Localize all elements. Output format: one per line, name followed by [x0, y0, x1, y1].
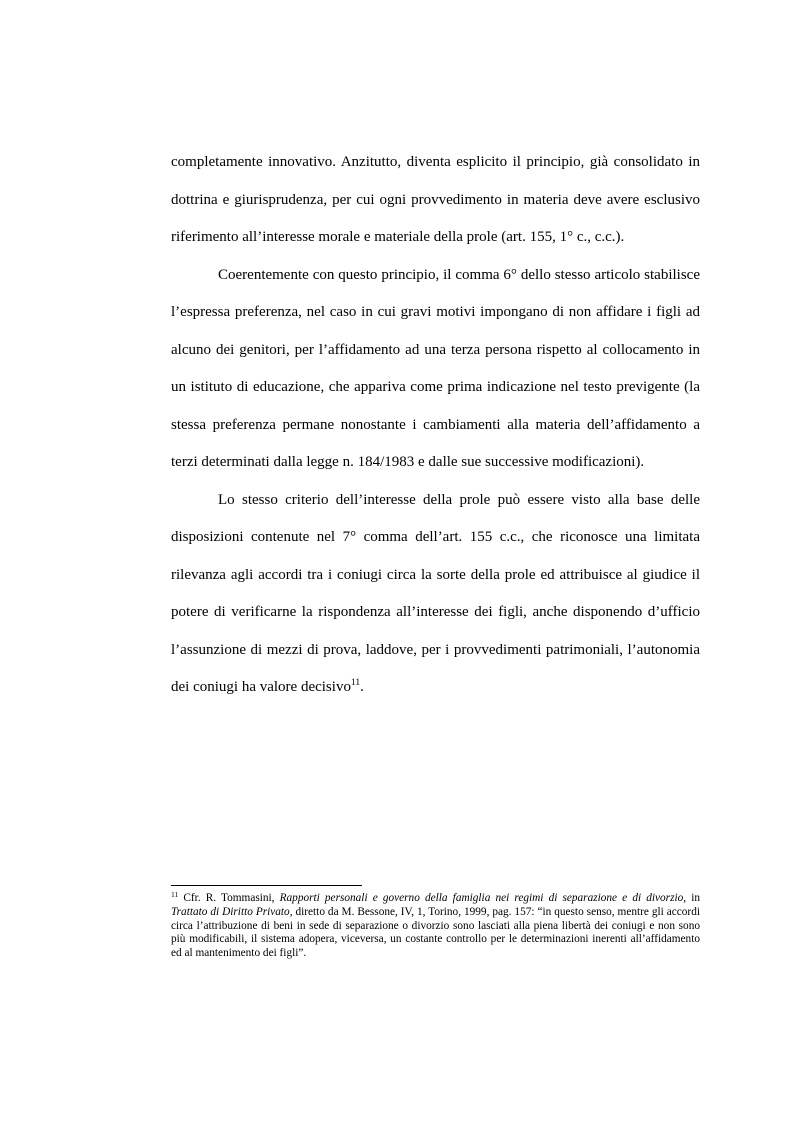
paragraph-3-text: Lo stesso criterio dell’interesse della prole può essere visto alla base delle disposizioni contenute nel 7° comma dell’art. 155 c.c., che riconosce una limitata rilevanza agli accordi tra i coniugi circa la sorte della prole ed attribuisce al giudice il potere di verificarne la rispondenza all’interesse dei figli, anche disponendo d’ufficio l’assunzione di mezzi di prova, laddove, per i provvedimenti patrimoniali, l’autonomia dei coniugi ha valore decisivo	[171, 491, 700, 695]
footnote-author: Cfr. R. Tommasini,	[178, 892, 280, 904]
paragraph-3	[171, 482, 700, 707]
footnote-collection-title: Trattato di Diritto Privato,	[171, 905, 293, 918]
footnote-reference[interactable]: 11	[350, 678, 361, 688]
paragraph-3-end: .	[360, 679, 364, 695]
footnote-11	[171, 892, 700, 961]
paragraph-2: Coerentemente con questo principio, il comma 6° dello stesso articolo stabilisce l’espressa preferenza, nel caso in cui gravi motivi impongano di non affidare i figli ad alcuno dei genitori, per l’affidamento ad una terza persona rispetto al collocamento in un istituto di educazione, che appariva come prima indicazione nel testo previgente (la stessa preferenza permane nonostante i cambiamenti alla materia dell’affidamento a terzi determinati dalla legge n. 184/1983 e dalle sue successive modificazioni).	[171, 266, 700, 470]
main-text	[171, 144, 700, 707]
footnote-in: in	[686, 892, 700, 904]
footnote-separator	[171, 885, 362, 886]
paragraph-1: completamente innovativo. Anzitutto, diventa esplicito il principio, già consolidato in dottrina e giurisprudenza, per cui ogni provvedimento in materia deve avere esclusivo riferimento all’interesse morale e materiale della prole (art. 155, 1° c., c.c.).	[171, 154, 700, 245]
footnote-number: 11	[171, 890, 179, 899]
footnote-rest: diretto da M. Bessone, IV, 1, Torino, 1999, pag. 157: “in questo senso, mentre gli accordi circa l’attribuzione di beni in sede di separazione o divorzio sono lasciati alla piena libertà dei coniugi e non sono più modificabili, il sistema adopera, viceversa, un costante controllo per le determinazioni inerenti all’affidamento ed al mantenimento dei figli”.	[171, 905, 700, 960]
footnote-work-title: Rapporti personali e governo della famiglia nei regimi di separazione e di divorzio,	[279, 892, 687, 904]
